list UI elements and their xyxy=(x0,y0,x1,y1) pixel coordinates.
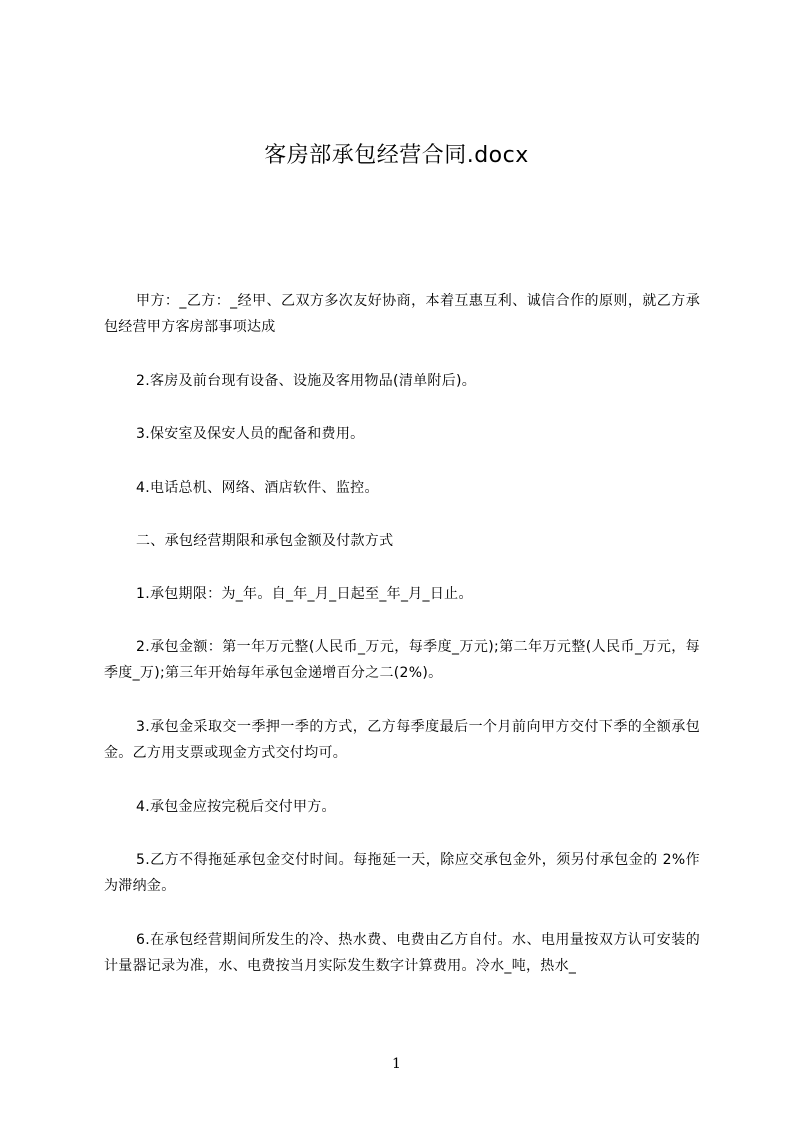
paragraph-item: 6.在承包经营期间所发生的冷、热水费、电费由乙方自付。水、电用量按双方认可安装的计量器记录为准，水、电费按当月实际发生数字计算费用。冷水_吨，热水_ xyxy=(104,932,700,974)
paragraph-item: 3.保安室及保安人员的配备和费用。 xyxy=(136,426,365,442)
paragraph-item: 2.客房及前台现有设备、设施及客用物品(清单附后)。 xyxy=(136,373,477,389)
paragraph-preamble: 甲方：_乙方：_经甲、乙双方多次友好协商，本着互惠互利、诚信合作的原则，就乙方承包经营甲方客房部事项达成 xyxy=(104,293,700,335)
paragraph-item: 5.乙方不得拖延承包金交付时间。每拖延一天，除应交承包金外，须另付承包金的 2%作为滞纳金。 xyxy=(104,852,700,894)
document-title: 客房部承包经营合同.docx xyxy=(264,143,529,168)
paragraph-item: 1.承包期限：为_年。自_年_月_日起至_年_月_日止。 xyxy=(136,586,473,602)
page-number: 1 xyxy=(392,1056,401,1072)
section-heading: 二、承包经营期限和承包金额及付款方式 xyxy=(136,533,394,549)
paragraph-item: 4.电话总机、网络、酒店软件、监控。 xyxy=(136,480,379,496)
paragraph-item: 3.承包金采取交一季押一季的方式，乙方每季度最后一个月前向甲方交付下季的全额承包金。乙方用支票或现金方式交付均可。 xyxy=(104,719,700,761)
paragraph-item: 4.承包金应按完税后交付甲方。 xyxy=(136,799,336,815)
paragraph-item: 2.承包金额：第一年万元整(人民币_万元，每季度_万元);第二年万元整(人民币_万元，每季度_万);第三年开始每年承包金递增百分之二(2%)。 xyxy=(104,639,700,681)
